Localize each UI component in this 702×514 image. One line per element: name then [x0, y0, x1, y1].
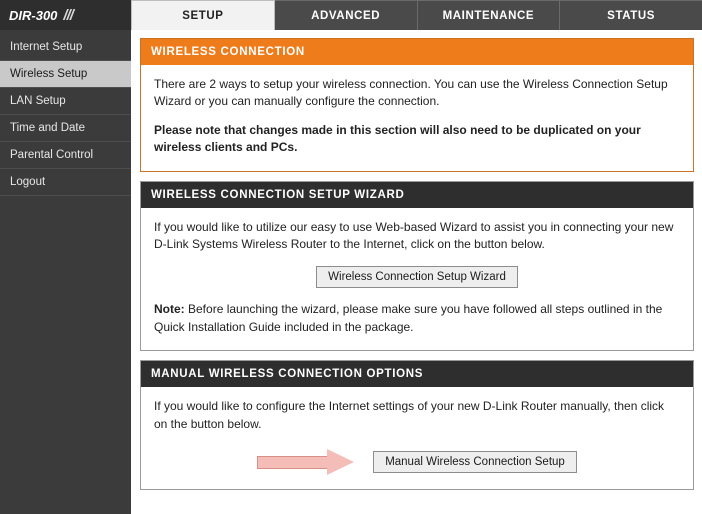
main-tabs — [131, 0, 702, 30]
manual-options-panel-body — [141, 387, 693, 489]
sidebar-item-logout[interactable]: Logout — [0, 169, 131, 196]
sidebar-item-parental-control[interactable]: Parental Control — [0, 142, 131, 169]
sidebar-item-time-and-date[interactable]: Time and Date — [0, 115, 131, 142]
wireless-connection-intro-text: There are 2 ways to setup your wireless connection. You can use the Wireless Connection Setup Wizard or you can manually configure the connection. — [154, 77, 668, 109]
product-logo — [0, 0, 131, 30]
tab-advanced[interactable]: ADVANCED — [275, 0, 418, 30]
sidebar-item-wireless-setup[interactable]: Wireless Setup — [0, 61, 131, 88]
page-body — [0, 30, 702, 514]
sidebar-item-lan-setup[interactable]: LAN Setup — [0, 88, 131, 115]
setup-wizard-panel-body — [141, 208, 693, 351]
wireless-connection-setup-wizard-button[interactable]: Wireless Connection Setup Wizard — [316, 266, 518, 288]
wireless-connection-panel — [140, 38, 694, 172]
manual-options-button-row — [154, 449, 680, 475]
sidebar-nav — [0, 30, 131, 514]
main-content — [131, 30, 702, 514]
tab-status[interactable]: STATUS — [560, 0, 702, 30]
top-navigation-bar — [0, 0, 702, 30]
product-model-label: DIR-300 — [9, 7, 58, 23]
setup-wizard-note-body: Before launching the wizard, please make sure you have followed all steps outlined in the Quick Installation Guide included in the package. — [154, 302, 663, 334]
tab-setup[interactable]: SETUP — [131, 0, 275, 30]
wireless-connection-panel-title: WIRELESS CONNECTION — [141, 39, 693, 65]
setup-wizard-button-row — [154, 266, 680, 288]
pointing-arrow-icon — [257, 449, 357, 475]
setup-wizard-note — [154, 301, 680, 336]
wireless-connection-note-text: Please note that changes made in this section will also need to be duplicated on your wireless clients and PCs. — [154, 122, 641, 155]
manual-wireless-connection-setup-button[interactable]: Manual Wireless Connection Setup — [373, 451, 577, 473]
setup-wizard-note-label: Note: — [154, 302, 185, 317]
manual-options-description: If you would like to configure the Internet settings of your new D-Link Router manually, then click on the button below. — [154, 399, 665, 431]
manual-options-panel — [140, 360, 694, 490]
manual-options-panel-title: MANUAL WIRELESS CONNECTION OPTIONS — [141, 361, 693, 387]
setup-wizard-panel — [140, 181, 694, 352]
sidebar-item-internet-setup[interactable]: Internet Setup — [0, 34, 131, 61]
setup-wizard-panel-title: WIRELESS CONNECTION SETUP WIZARD — [141, 182, 693, 208]
wireless-connection-panel-body — [141, 65, 693, 171]
tab-maintenance[interactable]: MAINTENANCE — [418, 0, 561, 30]
setup-wizard-description: If you would like to utilize our easy to use Web-based Wizard to assist you in connecting your new D-Link Systems Wireless Router to the Internet, click on the button below. — [154, 219, 674, 251]
logo-slashes-icon: /// — [63, 6, 73, 24]
